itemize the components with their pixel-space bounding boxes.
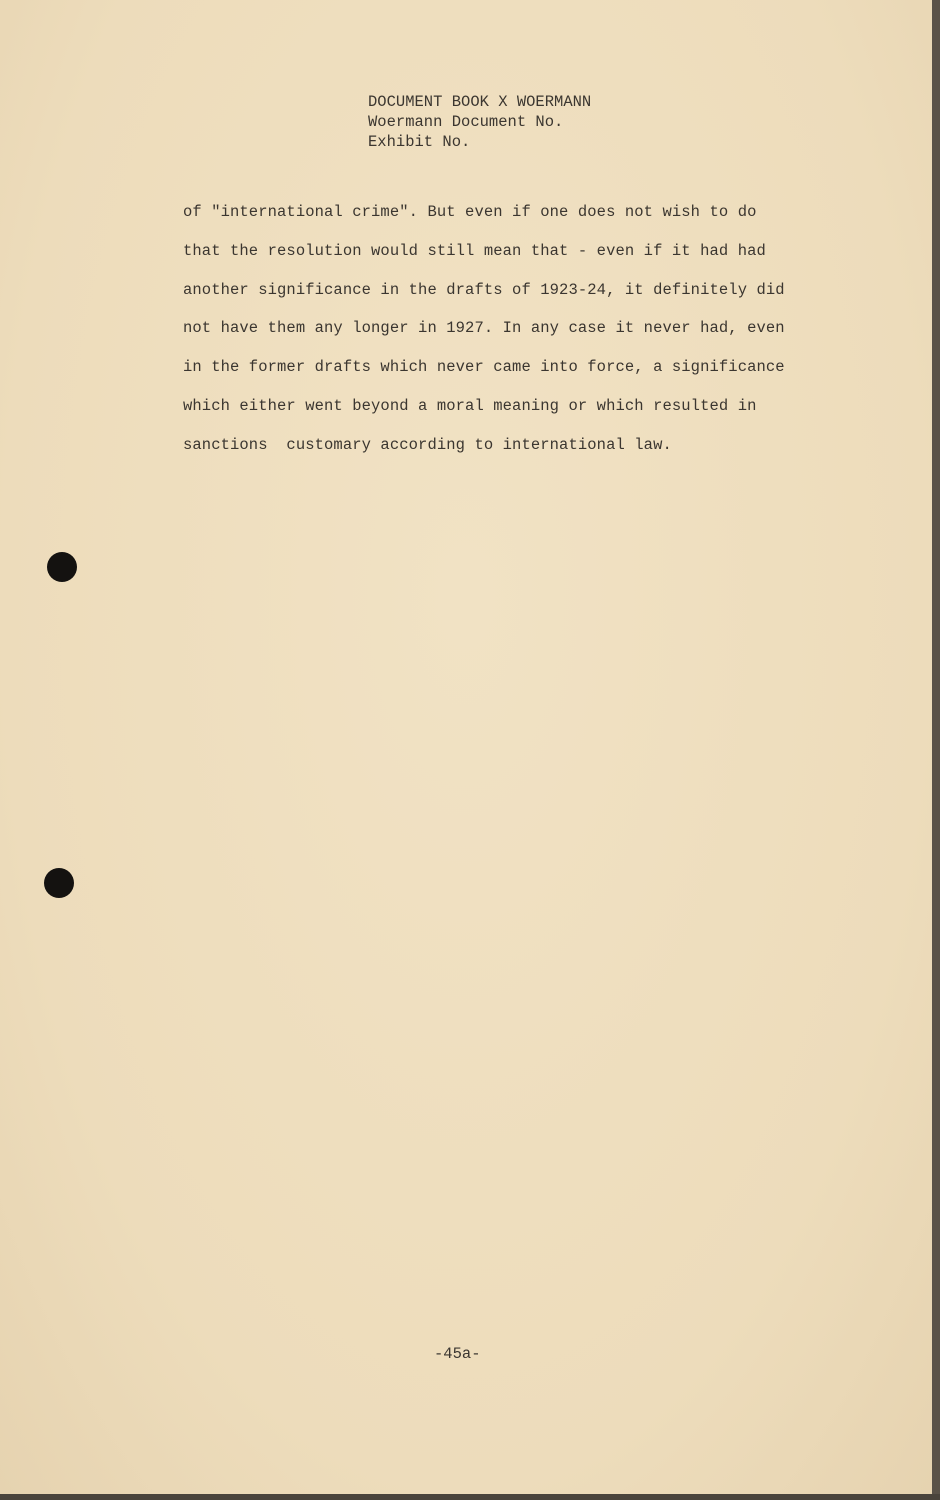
scan-edge-right	[932, 0, 940, 1500]
punch-hole	[44, 868, 74, 898]
scan-edge-bottom	[0, 1494, 940, 1500]
document-book-label: DOCUMENT BOOK X WOERMANN	[368, 93, 592, 111]
text-line: not have them any longer in 1927. In any case it never had, even	[183, 319, 785, 338]
body-paragraph	[183, 203, 785, 475]
text-line: which either went beyond a moral meaning or which resulted in	[183, 396, 757, 415]
page-number: -45a-	[434, 1345, 481, 1363]
text-line: in the former drafts which never came into force, a significance	[183, 358, 785, 377]
text-line: sanctions customary according to international law.	[183, 435, 672, 454]
text-line: another significance in the drafts of 1923-24, it definitely did	[183, 280, 785, 299]
text-line: of "international crime". But even if one does not wish to do	[183, 203, 757, 221]
document-number-label: Woermann Document No.	[368, 113, 564, 131]
exhibit-number-label: Exhibit No.	[368, 133, 471, 151]
document-header	[368, 92, 591, 152]
punch-hole	[47, 552, 77, 582]
text-line: that the resolution would still mean that - even if it had had	[183, 241, 766, 260]
